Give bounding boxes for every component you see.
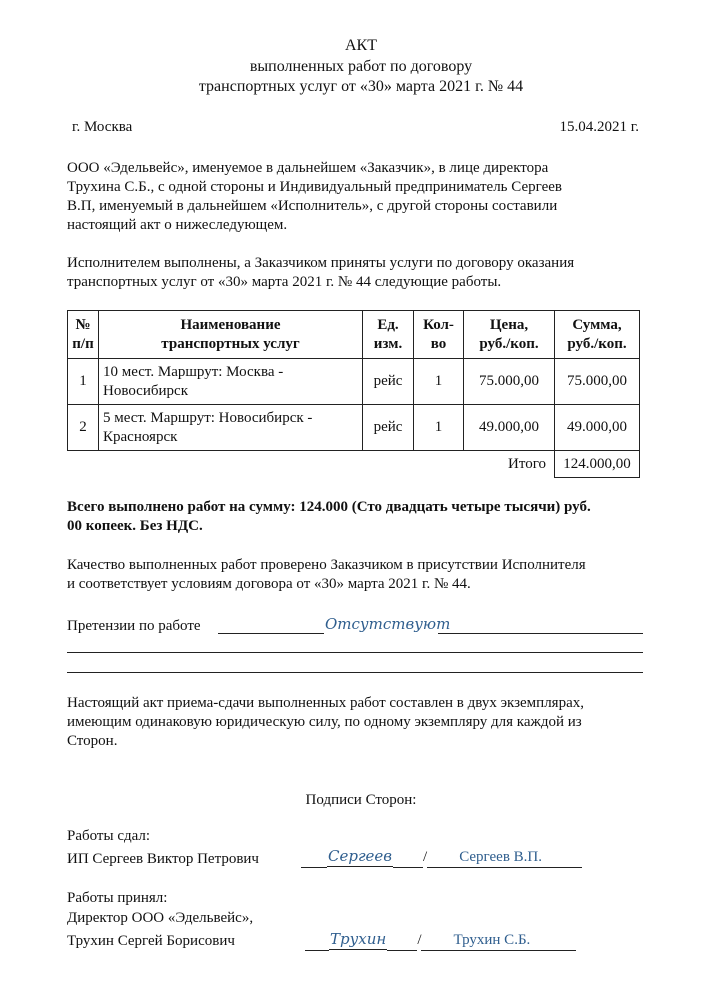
header-price: Цена, руб./коп.	[464, 311, 555, 359]
header-name: Наименование транспортных услуг	[99, 311, 363, 359]
claims-underline	[438, 633, 643, 634]
quality-line: Качество выполненных работ проверено Заказчиком в присутствии Исполнителя	[67, 557, 586, 573]
row-qty: 1	[414, 359, 464, 405]
works-table	[67, 310, 640, 478]
row-name: 10 мест. Маршрут: Москва - Новосибирск	[99, 359, 363, 405]
accepted-signature-block: Трухин / Трухин С.Б.	[305, 930, 576, 951]
row-qty: 1	[414, 405, 464, 451]
header-qty: Кол- во	[414, 311, 464, 359]
row-unit: рейс	[363, 359, 414, 405]
copies-line: имеющим одинаковую юридическую силу, по одному экземпляру для каждой из	[67, 714, 582, 730]
date: 15.04.2021 г.	[559, 119, 639, 135]
intro-line: В.П, именуемый в дальнейшем «Исполнитель», с другой стороны составили	[67, 198, 558, 214]
handed-decode: Сергеев В.П.	[459, 848, 542, 868]
table-row	[68, 405, 640, 451]
table-header-row	[68, 311, 640, 359]
row-name: 5 мест. Маршрут: Новосибирск - Красноярск	[99, 405, 363, 451]
table-total-row	[68, 451, 640, 478]
handed-signature: Сергеев	[328, 847, 393, 865]
claims-label: Претензии по работе	[67, 618, 201, 634]
signatures-title: Подписи Сторон:	[305, 792, 417, 808]
row-price: 75.000,00	[464, 359, 555, 405]
intro-line: Трухина С.Б., с одной стороны и Индивидуальный предприниматель Сергеев	[67, 179, 562, 195]
quality-line: и соответствует условиям договора от «30» марта 2021 г. № 44.	[67, 576, 471, 592]
row-sum: 49.000,00	[555, 405, 640, 451]
handed-label: Работы сдал:	[67, 828, 151, 844]
copies-paragraph	[67, 694, 584, 751]
place: г. Москва	[72, 119, 133, 135]
blank-line	[67, 652, 643, 653]
blank-line	[67, 672, 643, 673]
header-unit: Ед. изм.	[363, 311, 414, 359]
accepted-signature: Трухин	[330, 930, 387, 948]
doc-contract-ref: транспортных услуг от «30» марта 2021 г. № 44	[198, 78, 524, 95]
row-sum: 75.000,00	[555, 359, 640, 405]
copies-line: Сторон.	[67, 733, 118, 749]
intro-paragraph	[67, 159, 562, 235]
total-sum-paragraph	[67, 498, 591, 536]
total-label: Итого	[508, 455, 546, 472]
handed-signature-block: Сергеев / Сергеев В.П.	[301, 847, 582, 868]
works-intro-line: транспортных услуг от «30» марта 2021 г. № 44 следующие работы.	[67, 274, 502, 290]
doc-subtitle: выполненных работ по договору	[249, 58, 473, 75]
row-price: 49.000,00	[464, 405, 555, 451]
claims-value: Отсутствуют	[325, 615, 451, 633]
works-intro-line: Исполнителем выполнены, а Заказчиком приняты услуги по договору оказания	[67, 255, 575, 271]
total-sum-line: Всего выполнено работ на сумму: 124.000 (Сто двадцать четыре тысячи) руб.	[67, 499, 591, 515]
table-row	[68, 359, 640, 405]
accepted-position: Директор ООО «Эдельвейс»,	[67, 910, 254, 926]
header-num: № п/п	[68, 311, 99, 359]
intro-line: настоящий акт о нижеследующем.	[67, 217, 288, 233]
accepted-decode: Трухин С.Б.	[453, 931, 530, 951]
row-num: 2	[68, 405, 99, 451]
row-num: 1	[68, 359, 99, 405]
quality-paragraph	[67, 556, 586, 594]
copies-line: Настоящий акт приема-сдачи выполненных работ составлен в двух экземплярах,	[67, 695, 584, 711]
claims-underline	[218, 633, 324, 634]
accepted-label: Работы принял:	[67, 890, 168, 906]
total-value: 124.000,00	[555, 451, 640, 478]
accepted-name: Трухин Сергей Борисович	[67, 933, 235, 949]
intro-line: ООО «Эдельвейс», именуемое в дальнейшем «Заказчик», в лице директора	[67, 160, 549, 176]
handed-name: ИП Сергеев Виктор Петрович	[67, 851, 259, 867]
works-intro-paragraph	[67, 254, 574, 292]
row-unit: рейс	[363, 405, 414, 451]
doc-title: АКТ	[345, 37, 377, 54]
header-sum: Сумма, руб./коп.	[555, 311, 640, 359]
total-sum-line: 00 копеек. Без НДС.	[67, 518, 203, 534]
